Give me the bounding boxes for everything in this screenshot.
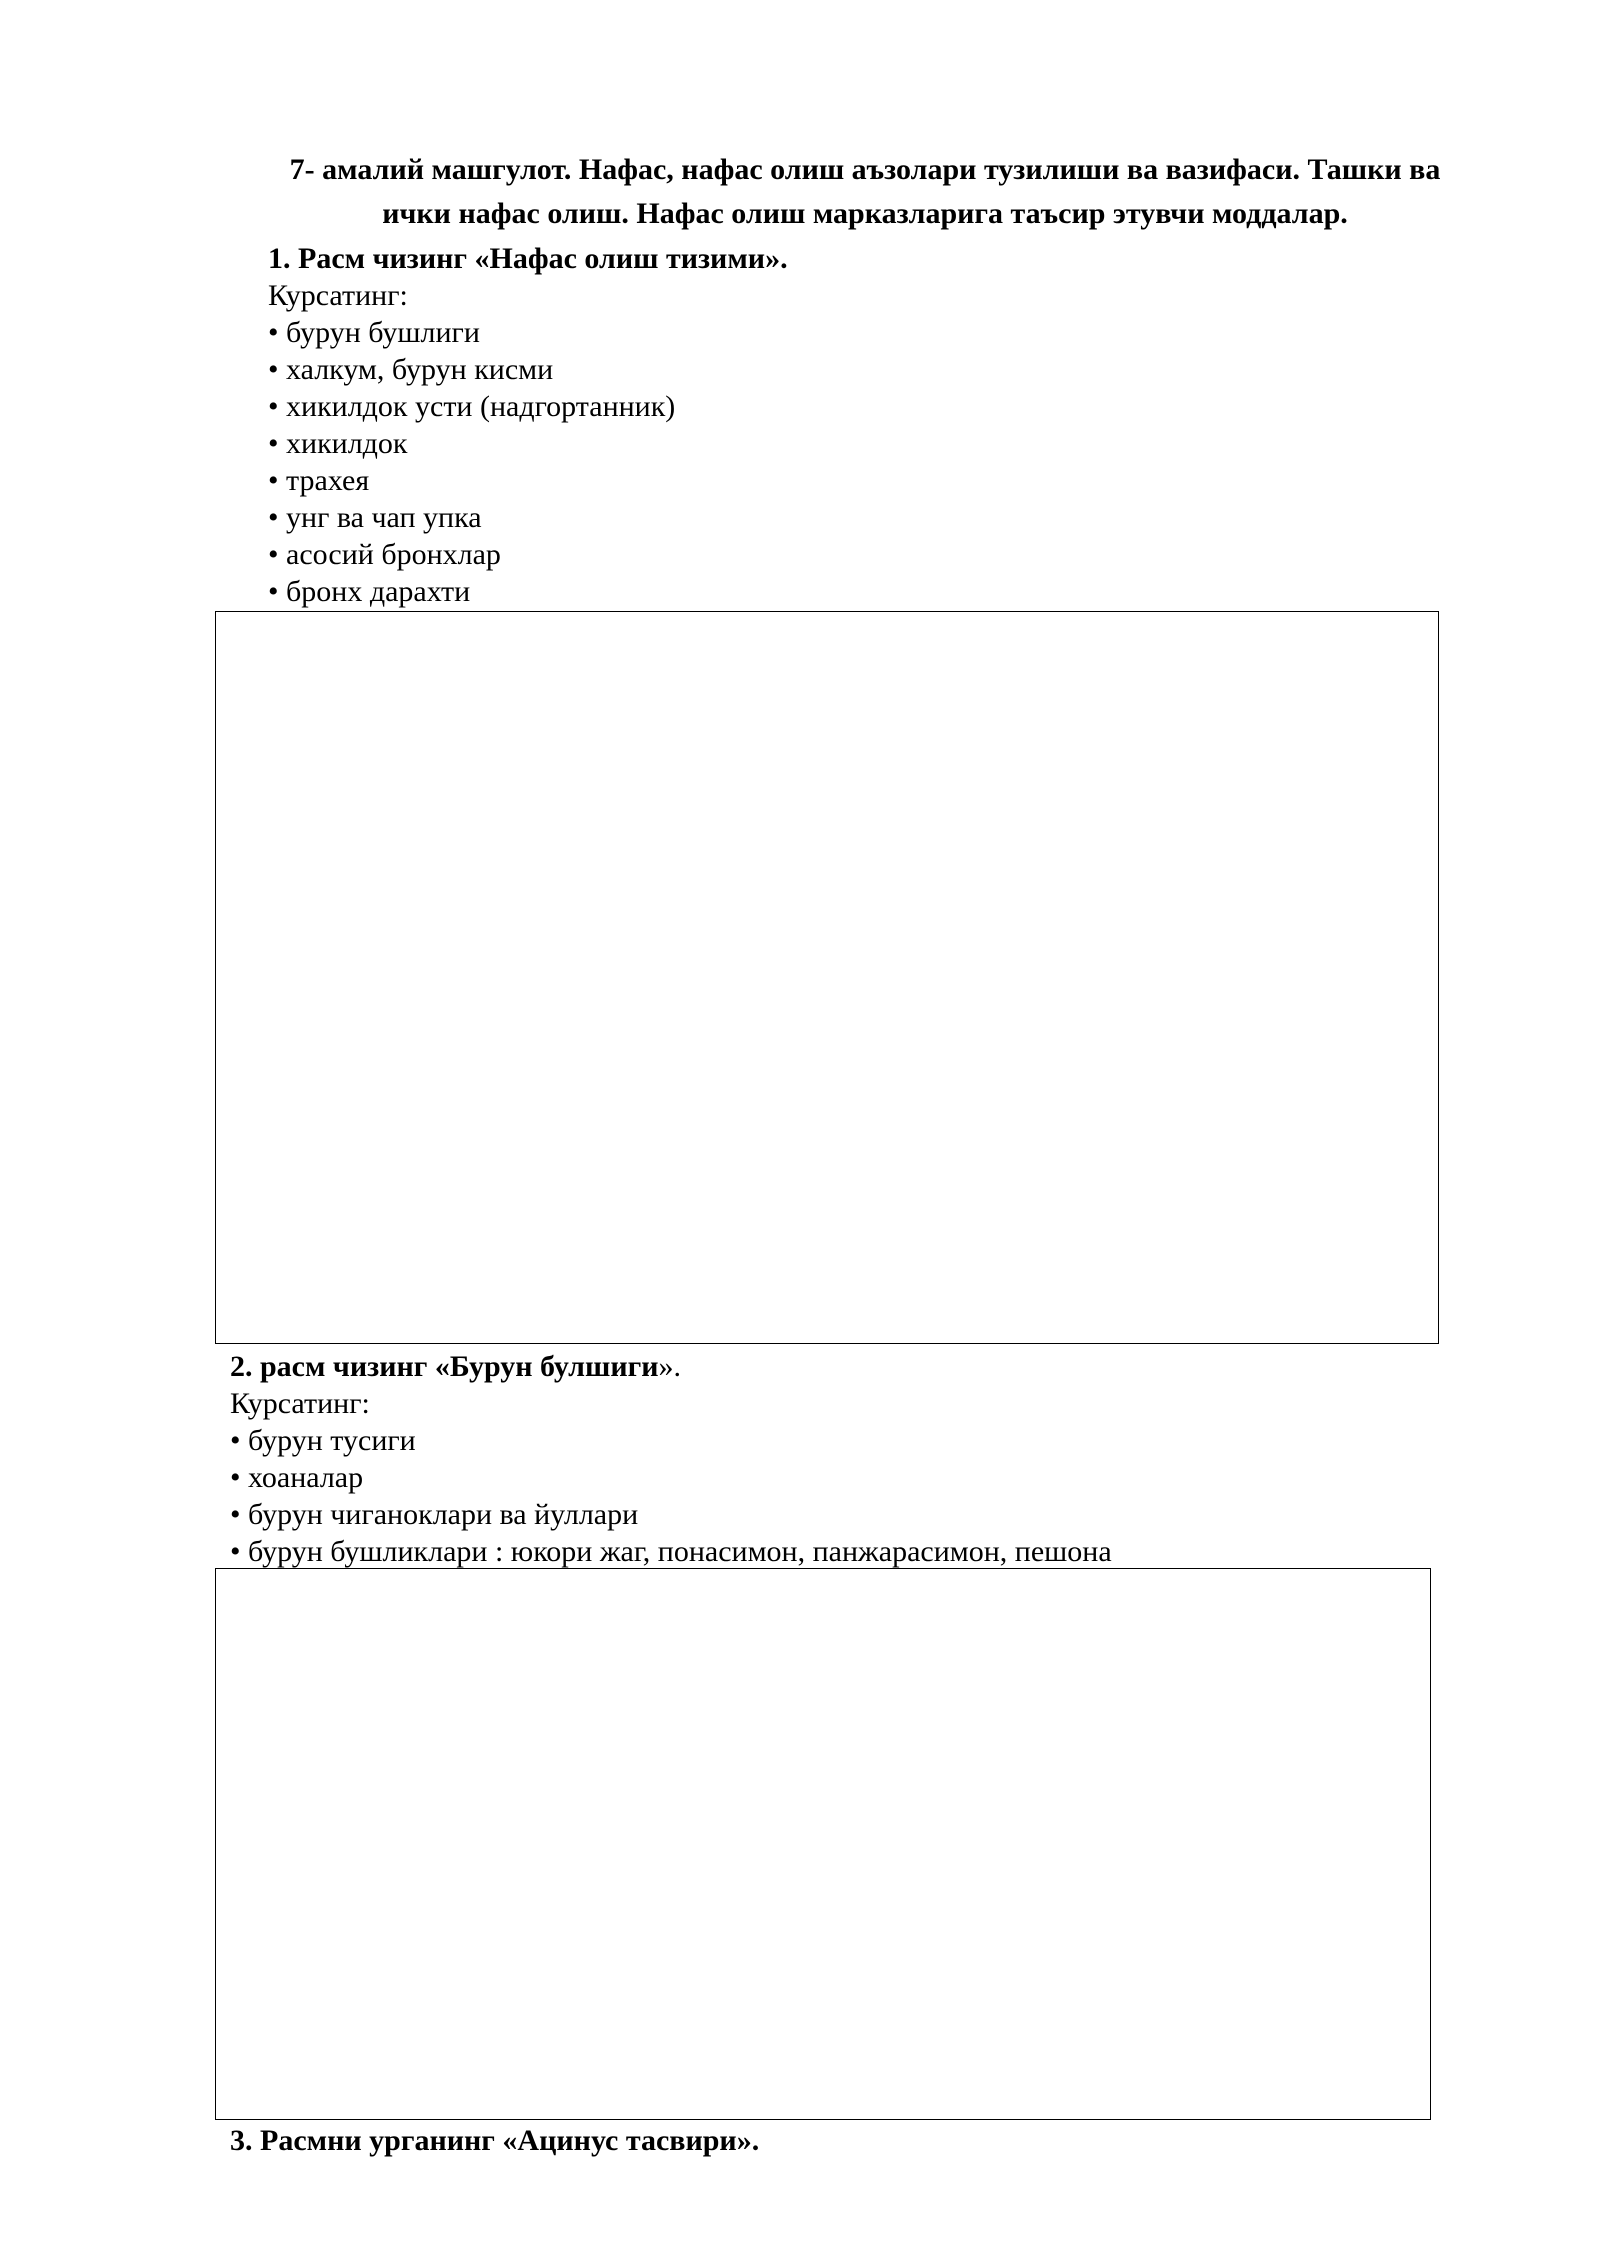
list-item: • бурун чиганоклари ва йуллари (230, 1496, 1112, 1533)
drawing-area-1[interactable] (215, 611, 1439, 1344)
task-3 (230, 2122, 759, 2159)
title-line-2: ички нафас олиш. Нафас олиш марказларига таъсир этувчи моддалар. (382, 197, 1348, 230)
task-1-subheading: Курсатинг: (268, 279, 408, 312)
page-title (215, 148, 1515, 236)
task-2-heading (230, 1348, 1112, 1385)
task-2-heading-bold: 2. расм чизинг «Бурун булшиги (230, 1350, 659, 1383)
task-3-heading: 3. Расмни урганинг «Ацинус тасвири». (230, 2124, 760, 2157)
list-item: • бронх дарахти (268, 573, 788, 610)
list-item: • хоаналар (230, 1459, 1112, 1496)
title-line-1: 7- амалий машгулот. Нафас, нафас олиш аъзолари тузилиши ва вазифаси. Ташки ва (289, 153, 1441, 186)
list-item: • бурун бушликлари : юкори жаг, понасимон, панжарасимон, пешона (230, 1533, 1112, 1570)
list-item: • трахея (268, 462, 788, 499)
task-2 (230, 1348, 1112, 1570)
list-item: • бурун бушлиги (268, 314, 788, 351)
list-item: • асосий бронхлар (268, 536, 788, 573)
drawing-area-2[interactable] (215, 1568, 1431, 2120)
task-2-heading-tail: ». (658, 1350, 682, 1383)
list-item: • унг ва чап упка (268, 499, 788, 536)
task-2-list (230, 1422, 1112, 1570)
task-1 (268, 240, 788, 610)
task-2-subheading: Курсатинг: (230, 1387, 370, 1420)
task-1-list (268, 314, 788, 610)
list-item: • хикилдок (268, 425, 788, 462)
list-item: • халкум, бурун кисми (268, 351, 788, 388)
task-1-heading: 1. Расм чизинг «Нафас олиш тизими». (268, 242, 788, 275)
list-item: • хикилдок усти (надгортанник) (268, 388, 788, 425)
list-item: • бурун тусиги (230, 1422, 1112, 1459)
